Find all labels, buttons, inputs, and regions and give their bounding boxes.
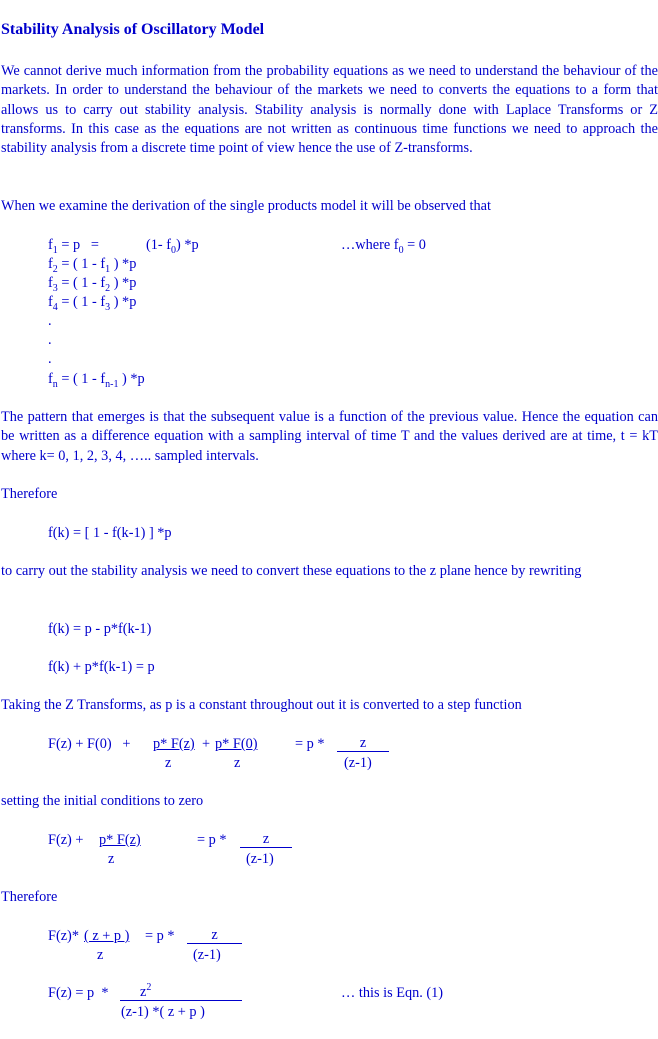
eq-z2-den2: (z-1) — [246, 851, 274, 867]
eq-z3-num2: z — [187, 928, 242, 944]
eq-z1-num2: p* F(0) — [215, 736, 258, 752]
eq-f1-rhs: (1- $f_0$) *p — [146, 237, 199, 256]
eq-z3-num1: ( z + p ) — [84, 928, 130, 944]
to-carry-paragraph: to carry out the stability analysis we need to convert these equations to the z plane hence by rewriting — [1, 563, 582, 579]
page-title: Stability Analysis of Oscillatory Model — [1, 21, 265, 38]
eq-z1-eq: = p * — [295, 736, 325, 752]
eq-z1-lhs: F(z) + F(0) + — [48, 736, 131, 752]
eq-z4-lhs: F(z) = p * — [48, 985, 109, 1001]
therefore-label: Therefore — [1, 486, 58, 502]
eq-z2-num1: p* F(z) — [99, 832, 141, 848]
eq-fn: $f_n$ = ( $1 - f_{n-1}$ ) *p — [48, 371, 145, 390]
eq-f3: $f_3$ = ( $1 - f_2$ ) *p — [48, 275, 137, 294]
ellipsis-dot: . — [48, 332, 52, 348]
eq-z1-plus: + — [202, 736, 211, 752]
eq-z2-num2: z — [240, 832, 292, 848]
eq-z1-num3: z — [337, 736, 389, 752]
intro-paragraph: We cannot derive much information from the probability equations as we need to understand the behaviour of the markets. In order to understand the behaviour of the markets we need to converts the equations to a form that allows us to carry out stability analysis. Stability analysis is normally done with Laplace Transforms or Z transforms. In this case as the equations are not written as continuous time functions we need to approach the stability analysis from a discrete time point of view hence the use of Z-transforms. — [1, 63, 658, 157]
eq-z3-lhs: F(z)* — [48, 928, 79, 944]
eq-z4-den: (z-1) *( z + p ) — [121, 1004, 205, 1020]
eq-z2-eq: = p * — [197, 832, 227, 848]
eq-z1-den2: z — [234, 755, 241, 771]
taking-z-paragraph: Taking the Z Transforms, as p is a constant throughout out it is converted to a step function — [1, 697, 522, 713]
eq-z1-den1: z — [165, 755, 172, 771]
derivation-intro: When we examine the derivation of the single products model it will be observed that — [1, 198, 491, 214]
eq-fk3: f(k) + p*f(k-1) = p — [48, 659, 155, 675]
eq-f1: $f_1 = p$ = — [48, 237, 99, 256]
therefore-label-2: Therefore — [1, 889, 58, 905]
eq-z2-den1: z — [108, 851, 115, 867]
ellipsis-dot: . — [48, 313, 52, 329]
eq-z1-num1: p* F(z) — [153, 736, 195, 752]
eq-z2-lhs: F(z) + — [48, 832, 84, 848]
eq-z1-den3: (z-1) — [344, 755, 372, 771]
setting-initial-paragraph: setting the initial conditions to zero — [1, 793, 204, 809]
eq-fk: f(k) = [ 1 - f(k-1) ] *p — [48, 525, 172, 541]
pattern-paragraph: The pattern that emerges is that the subsequent value is a function of the previous value. Hence the equation can be written as a difference equation with a sampling interval of time T and the values derived are at time, t = kT where k= 0, 1, 2, 3, 4, ….. sampled intervals. — [1, 409, 658, 464]
ellipsis-dot: . — [48, 351, 52, 367]
eq-f1-where: …where $f_0 = 0$ — [341, 237, 426, 256]
eq-z3-eq: = p * — [145, 928, 175, 944]
eq-f4: $f_4$ = ( $1 - f_3$ ) *p — [48, 294, 137, 313]
eq-f2: $f_2$ = ( $1 - f_1$ ) *p — [48, 256, 137, 275]
eq-z3-den1: z — [97, 947, 104, 963]
eqn-1-note: … this is Eqn. (1) — [341, 985, 444, 1001]
eq-fk2: f(k) = p - p*f(k-1) — [48, 621, 152, 637]
eq-z3-den2: (z-1) — [193, 947, 221, 963]
eq-z4-numerator: $z^2$ — [120, 985, 242, 1001]
